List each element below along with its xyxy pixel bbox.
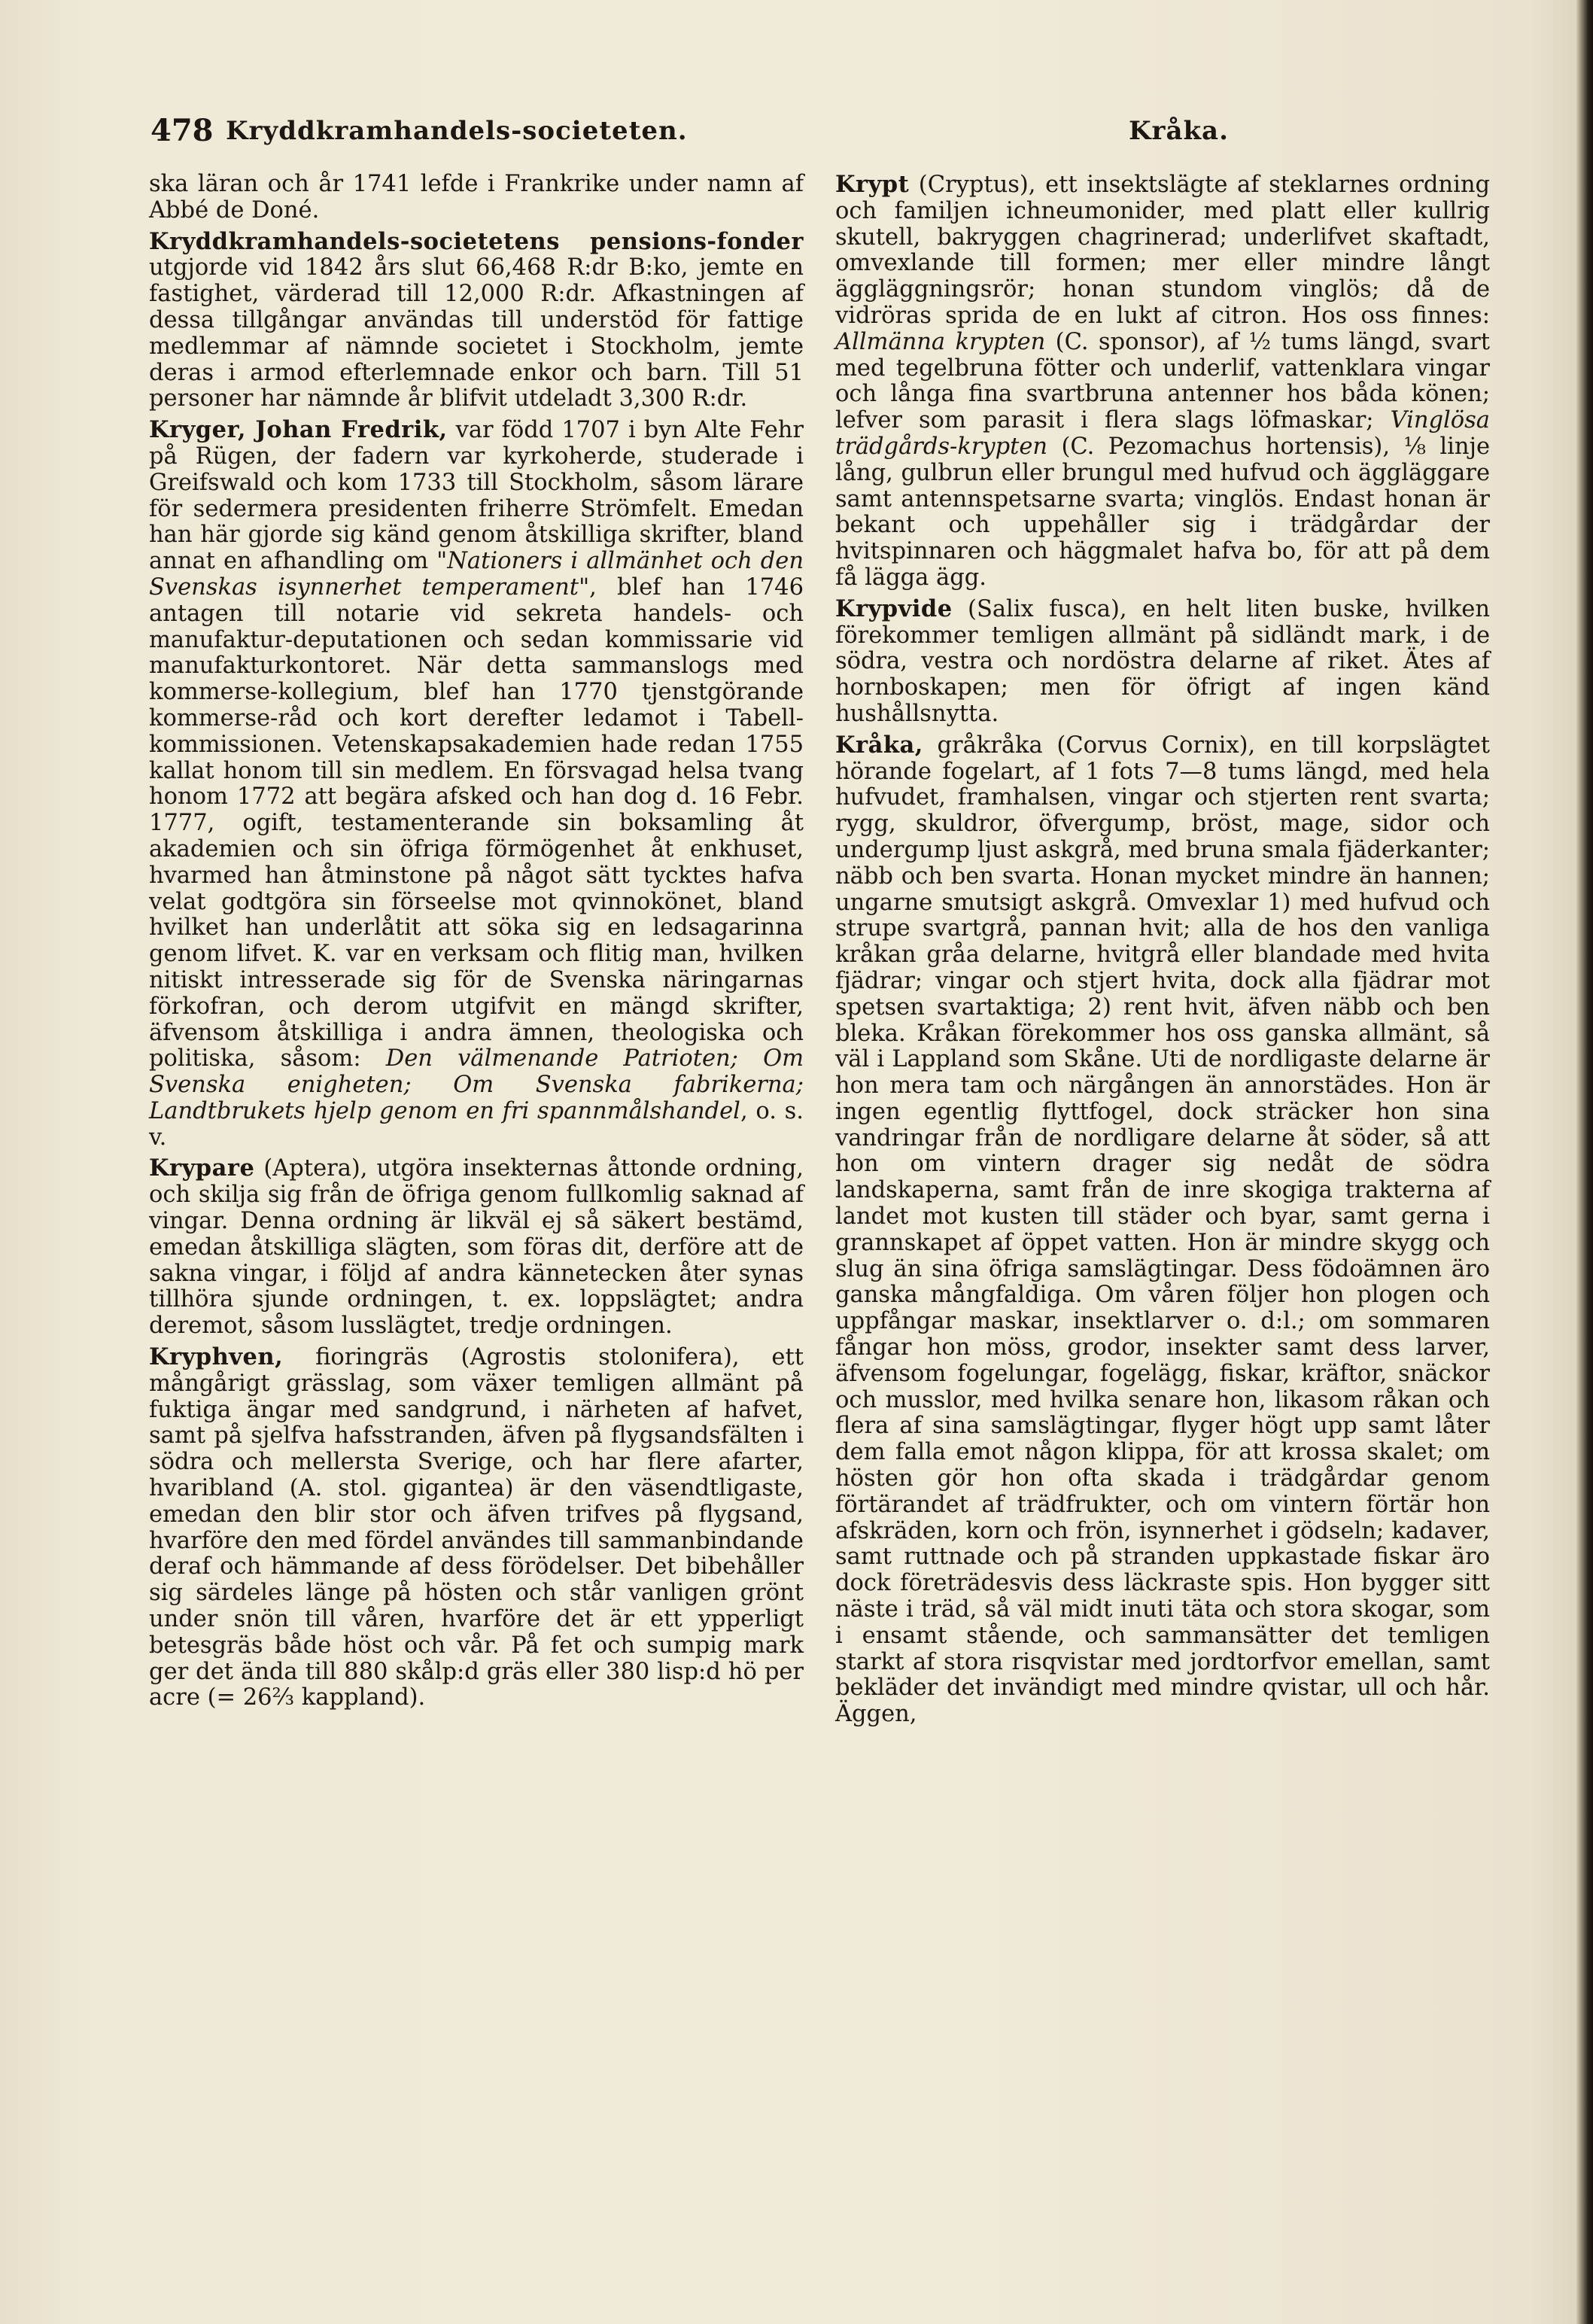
article-entry bbox=[149, 417, 804, 1151]
headword: Krypvide bbox=[835, 595, 953, 622]
italic-title: Nationers i allmänhet och den Svenskas isynnerhet temperament bbox=[149, 548, 804, 601]
entry-text: (Aptera), utgöra insekternas åttonde ordning, och skilja sig från de öfriga genom fullkomlig saknad af vingar. Denna ordning är likväl ej så säkert bestämd, emedan åtskilliga slägten, som föras dit, derföre att de sakna vingar, i följd af andra kännetecken åter synas tillhöra sjunde ordningen, t. ex. loppslägtet; andra deremot, såsom lusslägtet, tredje ordningen. bbox=[149, 1155, 804, 1340]
article-entry bbox=[835, 596, 1490, 728]
entry-text: (Salix fusca), en helt liten buske, hvilken förekommer temligen allmänt på sidländt mark, i de södra, vestra och nordöstra delarne af riket. Ätes af hornboskapen; men för öfrigt af ingen känd hushållsnytta. bbox=[835, 595, 1490, 727]
headword: Kryphven, bbox=[149, 1343, 284, 1371]
entry-text: fioringräs (Agrostis stolonifera), ett mångårigt grässlag, som växer temligen allmänt på fuktiga ängar med sandgrund, i närheten af hafvet, samt på sjelfva hafsstranden, äfven på flygsandsfälten i södra och mellersta Sverige, och har flere afarter, hvaribland (A. stol. gigantea) är den väsendtligaste, emedan den blir stor och äfven trifves på flygsand, hvarföre den med fördel användes till sammanbindande deraf och hämmande af dess förödelser. Det bibehåller sig särdeles länge på hösten och står vanligen grönt under snön till våren, hvarföre det är ett ypperligt betesgräs både höst och vår. På fet och sumpig mark ger det ända till 880 skålp:d gräs eller 380 lisp:d hö per acre (= 26⅔ kappland). bbox=[149, 1344, 804, 1711]
headword: Kråka, bbox=[835, 731, 923, 759]
article-entry bbox=[149, 1344, 804, 1711]
entry-text: ", blef han 1746 antagen till notarie vid sekreta handels- och manufaktur-deputationen och sedan kommissarie vid manufakturkontoret. När detta sammanslogs med kommerse-kollegium, blef han 1770 tjenstgörande kommerse-råd och kort derefter ledamot i Tabell-kommissionen. Vetenskapsakademien hade redan 1755 kallat honom till sin medlem. En försvagad helsa tvang honom 1772 att begära afsked och han dog d. 16 Febr. 1777, ogift, testamenterande sin boksamling åt akademien och sin öfriga förmögenhet åt enkhuset, hvarmed han åtminstone på något sätt tycktes hafva velat godtgöra sin förseelse mot qvinnokönet, bland hvilket han underlåtit att söka sig en ledsagarinna genom lifvet. K. var en verksam och flitig man, hvilken nitiskt intresserade sig för de Svenska näringarnas förkofran, och derom utgifvit en mängd skrifter, äfvensom åtskilliga i andra ämnen, theologiska och politiska, såsom: bbox=[149, 573, 804, 1072]
italic-title: Allmänna krypten bbox=[835, 328, 1046, 355]
article-entry bbox=[835, 172, 1490, 592]
right-column bbox=[835, 172, 1490, 1732]
entry-text: ska läran och år 1741 lefde i Frankrike under namn af Abbé de Doné. bbox=[149, 171, 804, 224]
headword: Krypare bbox=[149, 1154, 255, 1182]
entry-text: utgjorde vid 1842 års slut 66,468 R:dr B:ko, jemte en fastighet, värderad till 12,000 R:dr. Afkastningen af dessa tillgångar användas till understöd för fattige medlemmar af nämnde societet i Stockholm, jemte deras i armod efterlemnade enkor och barn. Till 51 personer har nämnde år blifvit utdeladt 3,300 R:dr. bbox=[149, 254, 804, 412]
article-entry bbox=[835, 732, 1490, 1728]
article-entry bbox=[149, 1155, 804, 1340]
entry-text: (Cryptus), ett insektslägte af steklarnes ordning och familjen ichneumonider, med platt eller kullrig skutell, bakryggen chagrinerad; underlifvet skaftadt, omvexlande till formen; mer eller mindre långt äggläggningsrör; honan stundom vinglös; då de vidröras sprida de en lukt af citron. Hos oss finnes: bbox=[835, 172, 1490, 329]
article-entry bbox=[149, 172, 804, 224]
page-header bbox=[0, 113, 1593, 158]
headword: Kryger, Johan Fredrik, bbox=[149, 416, 448, 444]
headword: Kryddkramhandels-societetens pensions-fonder bbox=[149, 227, 804, 255]
italic-title: Den välmenande Patrioten; Om Svenska enigheten; Om Svenska fabrikerna; Landtbrukets hjelp genom en fri spannmålshandel bbox=[149, 1045, 804, 1124]
headword: Krypt bbox=[835, 171, 910, 198]
entry-text: (C. Pezomachus hortensis), ⅛ linje lång, gulbrun eller brungul med hufvud och äggläggare samt antennspetsarne svarta; vinglös. Endast honan är bekant och uppehåller sig i trädgårdar der hvitspinnaren och häggmalet hafva bo, för att på dem få lägga ägg. bbox=[835, 433, 1490, 591]
italic-title: Vinglösa trädgårds-krypten bbox=[835, 407, 1490, 460]
entry-text: gråkråka (Corvus Cornix), en till korpslägtet hörande fogelart, af 1 fots 7—8 tums längd, med hela hufvudet, framhalsen, vingar och stjerten rent svarta; rygg, skuldror, öfvergump, bröst, mage, sidor och undergump ljust askgrå, med bruna smala fjäderkanter; näbb och ben svarta. Honan mycket mindre än hannen; ungarne smutsigt askgrå. Omvexlar 1) med hufvud och strupe svartgrå, pannan hvit; alla de hos den vanliga kråkan gråa delarne, hvitgrå eller blandade med hvita fjädrar; vingar och stjert hvita, dock alla fjädrar mot spetsen svartaktiga; 2) rent hvit, äfven näbb och ben bleka. Kråkan förekommer hos oss ganska allmänt, så väl i Lappland som Skåne. Uti de nordligaste delarne är hon mera tam och närgången än annorstädes. Hon är ingen egentlig flyttfogel, dock sträcker hon sina vandringar från de nordligare delarne åt söder, så att hon om vintern drager sig nedåt de södra landskaperna, samt från de inre skogiga trakterna af landet mot kusten till städer och byar, samt gerna i grannskapet af öppet vatten. Hon är mindre skygg och slug än sina öfriga samslägtingar. Dess födoämnen äro ganska mångfaldiga. Om våren följer hon plogen och uppfångar maskar, insektlarver o. d:l.; om sommaren fångar hon möss, grodor, insekter samt dess larver, äfvensom fogelungar, fogelägg, fiskar, kräftor, snäckor och musslor, med hvilka senare hon, likasom råkan och flera af sina samslägtingar, flyger högt upp samt låter dem falla emot någon klippa, för att krossa skalet; om hösten gör hon ofta skada i trädgårdar genom förtärandet af trädfrukter, och om vintern förtär hon afskräden, korn och frön, isynnerhet i gödseln; kadaver, samt ruttnade och på stranden uppkastade fiskar äro dock företrädesvis dess läckraste spis. Hon bygger sitt näste i träd, så väl midt inuti täta och stora skogar, som i ensamt stående, och sammansätter det temligen starkt af stora risqvistar med jordtorfvor emellan, samt bekläder det invändigt med mindre qvistar, ull och hår. Äggen, bbox=[835, 732, 1490, 1728]
article-entry bbox=[149, 229, 804, 413]
page-edge-shadow bbox=[1576, 0, 1593, 2324]
running-head-left: Kryddkramhandels-societeten. bbox=[226, 116, 688, 146]
entry-text: var född 1707 i byn Alte Fehr på Rügen, der fadern var kyrkoherde, studerade i Greifswald och kom 1733 till Stockholm, såsom lärare för sedermera presidenten friherre Strömfelt. Emedan han här gjorde sig känd genom åtskilliga skrifter, bland annat en afhandling om " bbox=[149, 417, 804, 575]
left-column bbox=[149, 172, 804, 1716]
running-head-right: Kråka. bbox=[1129, 116, 1229, 146]
entry-text: (C. sponsor), af ½ tums längd, svart med tegelbruna fötter och underlif, vattenklara vingar och långa fina svartbruna antenner hos båda könen; lefver som parasit i flera slags löfmaskar; bbox=[835, 328, 1490, 434]
entry-text: , o. s. v. bbox=[149, 1097, 804, 1151]
page-number: 478 bbox=[150, 113, 214, 148]
